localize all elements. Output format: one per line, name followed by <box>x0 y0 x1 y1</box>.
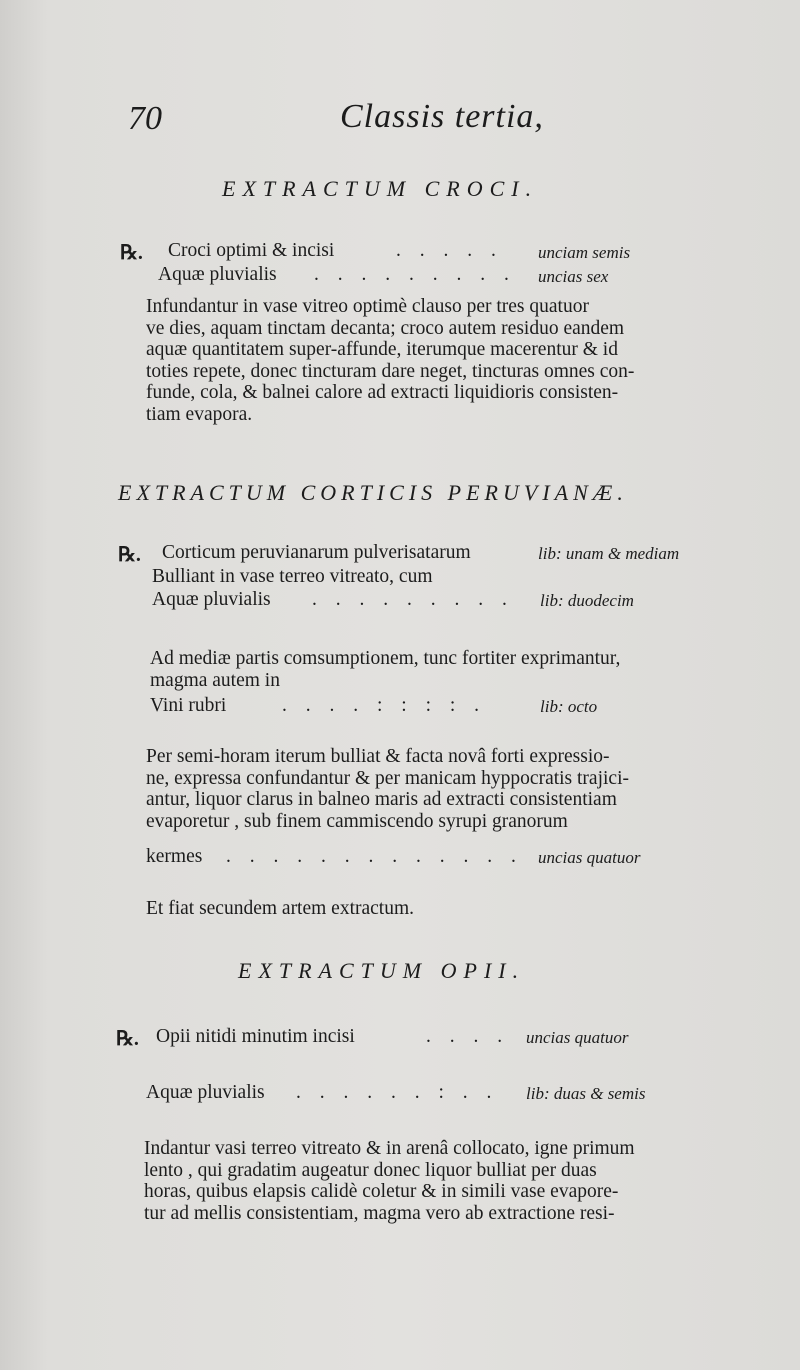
ingredient-quantity: unciam semis <box>538 243 631 262</box>
paragraph <box>144 1138 635 1224</box>
ingredient-quantity: lib: octo <box>540 697 598 716</box>
text-line: tur ad mellis consistentiam, magma vero ab extractione resi- <box>144 1202 615 1224</box>
ingredient-name: Aquæ pluvialis <box>146 1082 265 1103</box>
text-line: Ad mediæ partis comsumptionem, tunc fortiter exprimantur, <box>150 648 621 669</box>
ingredient-quantity: uncias quatuor <box>538 848 641 867</box>
text-line: tiam evapora. <box>146 403 253 425</box>
recipe-symbol: ℞. <box>116 1028 139 1050</box>
text-line: magma autem in <box>150 669 280 691</box>
section-title-croci: EXTRACTUM CROCI. <box>222 176 539 201</box>
ingredient-quantity: lib: duas & semis <box>526 1084 646 1103</box>
ingredient-quantity: lib: unam & mediam <box>538 544 680 563</box>
closing-line: Et fiat secundem artem extractum. <box>146 898 415 919</box>
paragraph <box>146 296 634 426</box>
leader-dots: . . . . . <box>396 240 503 261</box>
page-number: 70 <box>128 100 162 137</box>
ingredient-name: Opii nitidi minutim incisi <box>156 1026 355 1047</box>
text-line: funde, cola, & balnei calore ad extracti liquidioris consisten- <box>146 382 619 404</box>
ingredient-name: Croci optimi & incisi <box>168 240 335 261</box>
text-line: antur, liquor clarus in balneo maris ad extracti consistentiam <box>146 789 617 811</box>
ingredient-name: Vini rubri <box>150 695 227 716</box>
recipe-symbol: ℞. <box>120 242 143 264</box>
text-line: ve dies, aquam tinctam decanta; croco autem residuo eandem <box>146 317 625 339</box>
section-title-opii: EXTRACTUM OPII. <box>238 958 526 983</box>
text-line: ne, expressa confundantur & per manicam hyppocratis trajici- <box>146 767 629 789</box>
text-line: Indantur vasi terreo vitreato & in arenâ collocato, igne primum <box>144 1138 635 1159</box>
ingredient-quantity: uncias sex <box>538 267 609 286</box>
ingredient-name: Aquæ pluvialis <box>152 589 271 610</box>
ingredient-name: Corticum peruvianarum pulverisatarum <box>162 542 471 563</box>
text-line: Infundantur in vase vitreo optimè clauso per tres quatuor <box>146 296 589 317</box>
paragraph <box>146 746 629 832</box>
leader-dots: . . . . . . : . . <box>296 1082 499 1103</box>
ingredient-quantity: uncias quatuor <box>526 1028 629 1047</box>
ingredient-name: Bulliant in vase terreo vitreato, cum <box>152 566 433 587</box>
text-line: aquæ quantitatem super-affunde, iterumque macerentur & id <box>146 339 618 361</box>
leader-dots: . . . . . . . . . <box>314 264 516 285</box>
text-line: toties repete, donec tincturam dare neget, tincturas omnes con- <box>146 360 635 382</box>
text-line: horas, quibus elapsis calidè coletur & in simili vase evapore- <box>144 1181 619 1203</box>
text-line: Per semi-horam iterum bulliat & facta novâ forti expressio- <box>146 746 610 767</box>
paragraph <box>150 648 620 691</box>
leader-dots: . . . . . . . . . . . . . <box>226 846 523 867</box>
text-line: evaporetur , sub finem cammiscendo syrupi granorum <box>146 810 568 832</box>
ingredient-name: kermes <box>146 846 203 867</box>
leader-dots: . . . . . . . . . <box>312 589 514 610</box>
ingredient-name: Aquæ pluvialis <box>158 264 277 285</box>
running-title: Classis tertia, <box>340 98 544 135</box>
recipe-symbol: ℞. <box>118 544 141 566</box>
section-title-corticis: EXTRACTUM CORTICIS PERUVIANÆ. <box>118 480 628 505</box>
ingredient-quantity: lib: duodecim <box>540 591 634 610</box>
text-line: lento , qui gradatim augeatur donec liquor bulliat per duas <box>144 1159 597 1181</box>
leader-dots: . . . . <box>426 1026 510 1047</box>
leader-dots: . . . . : : : : . <box>282 695 487 716</box>
